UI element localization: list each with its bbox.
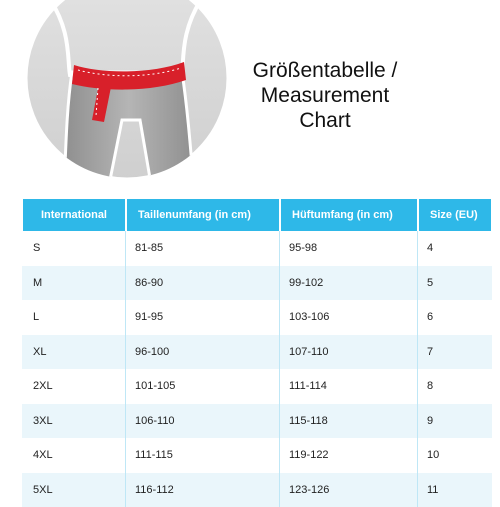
- cell-size-eu: 7: [418, 335, 492, 370]
- cell-waist: 116-112: [126, 473, 280, 507]
- table-row: [22, 266, 492, 301]
- cell-international: 3XL: [22, 404, 126, 439]
- waist-measurement-illustration: [12, 0, 242, 185]
- cell-size-eu: 4: [418, 231, 492, 266]
- table-row: [22, 438, 492, 473]
- header-international: International: [22, 199, 126, 231]
- cell-hip: 111-114: [280, 369, 418, 404]
- header-size-eu: Size (EU): [418, 199, 492, 231]
- cell-waist: 81-85: [126, 231, 280, 266]
- cell-size-eu: 6: [418, 300, 492, 335]
- header-hip: Hüftumfang (in cm): [280, 199, 418, 231]
- cell-hip: 103-106: [280, 300, 418, 335]
- cell-international: S: [22, 231, 126, 266]
- cell-international: XL: [22, 335, 126, 370]
- title-line-1: Größentabelle /: [250, 58, 400, 83]
- cell-international: 2XL: [22, 369, 126, 404]
- cell-international: 5XL: [22, 473, 126, 507]
- cell-hip: 119-122: [280, 438, 418, 473]
- cell-hip: 115-118: [280, 404, 418, 439]
- cell-hip: 107-110: [280, 335, 418, 370]
- cell-size-eu: 10: [418, 438, 492, 473]
- cell-size-eu: 11: [418, 473, 492, 507]
- cell-waist: 96-100: [126, 335, 280, 370]
- table-row: [22, 300, 492, 335]
- cell-waist: 106-110: [126, 404, 280, 439]
- table-row: [22, 473, 492, 507]
- cell-waist: 101-105: [126, 369, 280, 404]
- cell-hip: 95-98: [280, 231, 418, 266]
- cell-waist: 91-95: [126, 300, 280, 335]
- table-row: [22, 369, 492, 404]
- title-line-2: Measurement: [250, 83, 400, 108]
- cell-hip: 99-102: [280, 266, 418, 301]
- size-table: [22, 199, 492, 507]
- cell-hip: 123-126: [280, 473, 418, 507]
- table-header-row: [22, 199, 492, 231]
- cell-international: L: [22, 300, 126, 335]
- cell-international: M: [22, 266, 126, 301]
- cell-size-eu: 5: [418, 266, 492, 301]
- cell-international: 4XL: [22, 438, 126, 473]
- title-line-3: Chart: [250, 108, 400, 133]
- table-row: [22, 231, 492, 266]
- cell-waist: 86-90: [126, 266, 280, 301]
- page-title: [250, 58, 400, 133]
- cell-waist: 111-115: [126, 438, 280, 473]
- cell-size-eu: 9: [418, 404, 492, 439]
- table-row: [22, 335, 492, 370]
- cell-size-eu: 8: [418, 369, 492, 404]
- header-waist: Taillenumfang (in cm): [126, 199, 280, 231]
- table-row: [22, 404, 492, 439]
